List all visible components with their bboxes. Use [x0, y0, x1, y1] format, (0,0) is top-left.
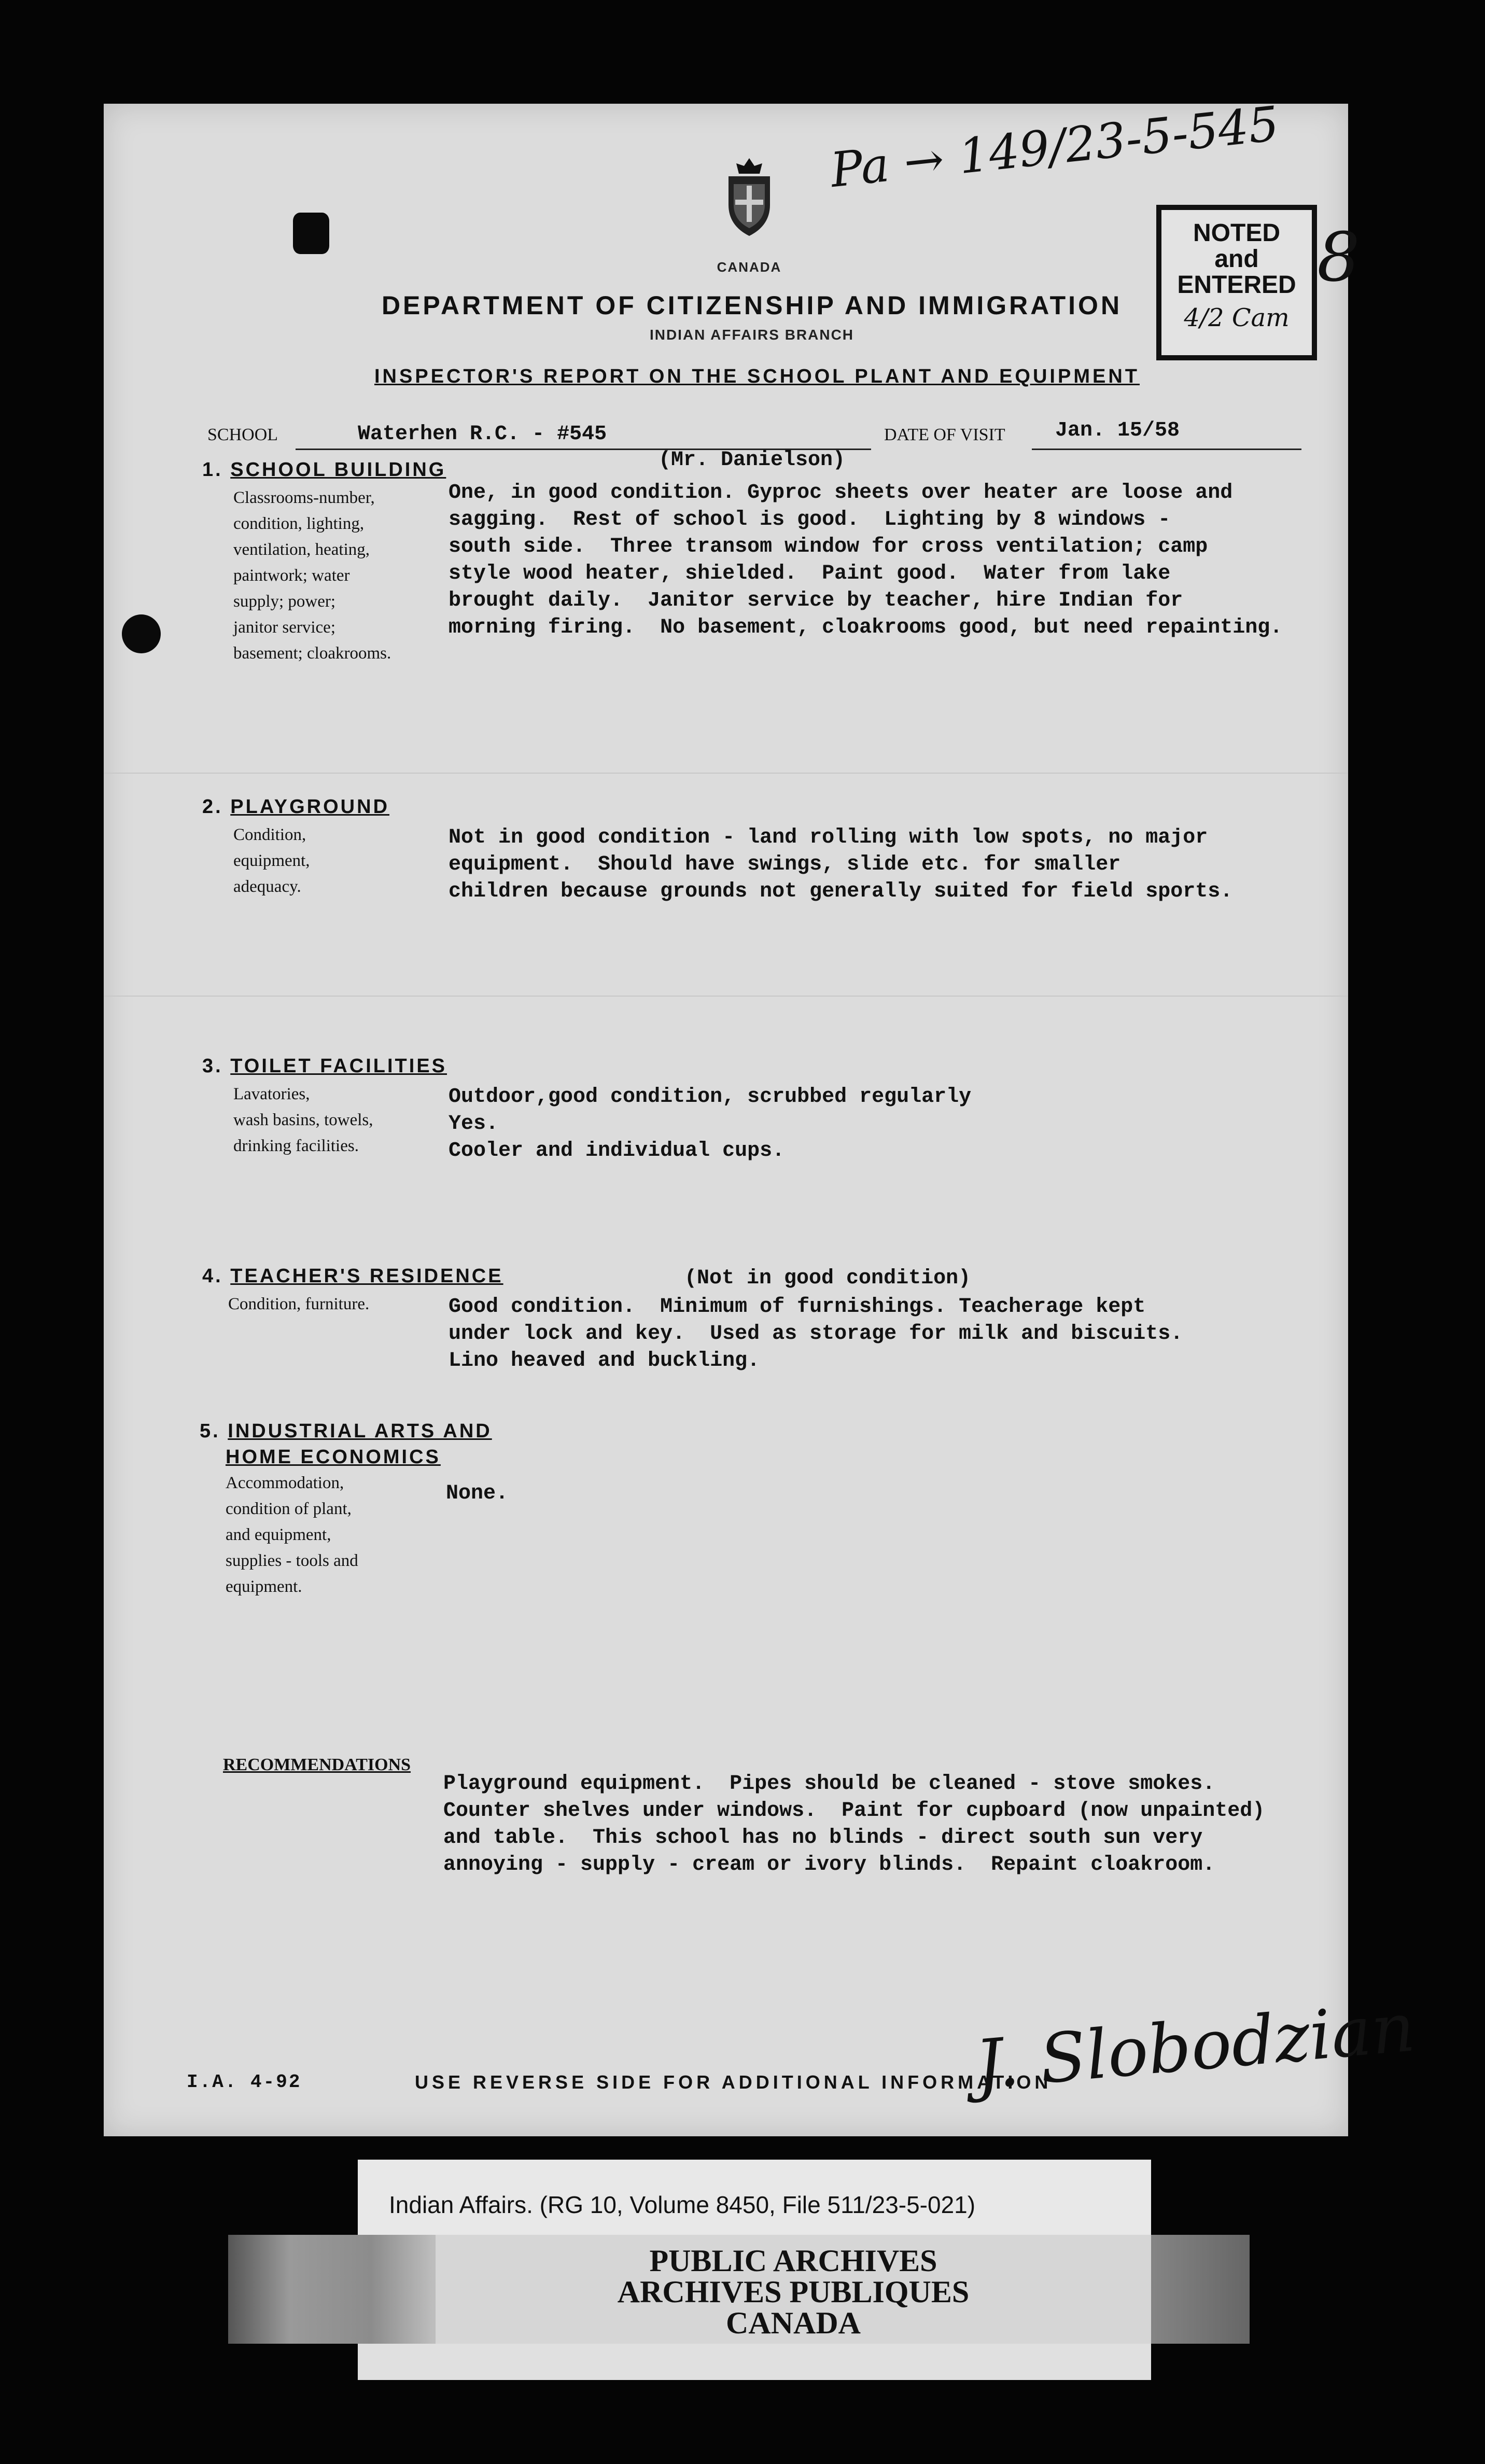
- branch-title: INDIAN AFFAIRS BRANCH: [649, 327, 854, 343]
- section-5-heading: 5. INDUSTRIAL ARTS AND HOME ECONOMICS: [200, 1420, 492, 1468]
- stamp-handwriting: 4/2 Cam: [1184, 303, 1290, 332]
- canada-crest-icon: [718, 156, 780, 239]
- section-2-sublabels: Condition, equipment, adequacy.: [233, 825, 310, 896]
- punch-hole: [293, 213, 329, 254]
- section-5-sublabels: Accommodation, condition of plant, and equipment, supplies - tools and equipment.: [226, 1474, 358, 1596]
- noted-entered-stamp: [1156, 205, 1317, 360]
- section-4-heading: 4. TEACHER'S RESIDENCE: [202, 1265, 503, 1287]
- section-3-text: Outdoor,good condition, scrubbed regularly Yes. Cooler and individual cups.: [449, 1085, 972, 1163]
- section-1-sublabels: Classrooms-number, condition, lighting, ventilation, heating, paintwork; water supply; power; janitor service; basement; cloakrooms.: [233, 488, 391, 663]
- section-4-note: (Not in good condition): [684, 1267, 971, 1290]
- fold-line: [104, 773, 1348, 774]
- section-2-heading: 2. PLAYGROUND: [202, 796, 390, 818]
- section-1-heading: 1. SCHOOL BUILDING: [202, 459, 446, 481]
- handwritten-reference: Pa → 149/23-5-545: [828, 95, 1282, 199]
- archive-bottom-strip: [358, 2344, 1151, 2380]
- archive-citation-strip: [358, 2160, 1151, 2235]
- date-value: Jan. 15/58: [1055, 419, 1180, 442]
- stamp-line: ENTERED: [1177, 271, 1296, 299]
- inspector-signature: J. Slobodzian: [972, 1987, 1418, 2105]
- date-label: DATE OF VISIT: [884, 425, 1005, 444]
- department-title: DEPARTMENT OF CITIZENSHIP AND IMMIGRATION: [381, 291, 1123, 320]
- school-label: SCHOOL: [207, 425, 278, 444]
- section-3-heading: 3. TOILET FACILITIES: [202, 1055, 447, 1077]
- reverse-side-note: USE REVERSE SIDE FOR ADDITIONAL INFORMATION: [415, 2071, 1052, 2093]
- date-field-line: [1032, 449, 1301, 450]
- archive-citation: Indian Affairs. (RG 10, Volume 8450, File 511/23-5-021): [389, 2191, 976, 2218]
- fold-line: [104, 996, 1348, 997]
- recommendations-text: Playground equipment. Pipes should be cleaned - stove smokes. Counter shelves under windows. Paint for cupboard (now unpainted) and table. This school has no blinds - direct south sun very annoying - supply - cream or ivory blinds. Repaint cloakroom.: [443, 1772, 1265, 1877]
- section-5-text: None.: [446, 1482, 509, 1505]
- section-1-text: One, in good condition. Gyproc sheets over heater are loose and sagging. Rest of school is good. Lighting by 8 windows - south side. Three transom window for cross ventilation; camp style wood heater, shielded. Paint good. Water from lake brought daily. Janitor service by teacher, hire Indian for morning firing. No basement, cloakrooms good, but need repainting.: [449, 481, 1283, 639]
- teacher-note: (Mr. Danielson): [659, 449, 846, 472]
- punch-hole: [122, 614, 161, 653]
- side-mark: 8: [1317, 218, 1360, 297]
- section-3-sublabels: Lavatories, wash basins, towels, drinking facilities.: [233, 1085, 373, 1155]
- section-4-sublabels: Condition, furniture.: [228, 1295, 370, 1313]
- section-2-text: Not in good condition - land rolling with low spots, no major equipment. Should have swings, slide etc. for smaller children because grounds not generally suited for field sports.: [449, 826, 1233, 903]
- form-code: I.A. 4-92: [187, 2071, 302, 2093]
- section-4-text: Good condition. Minimum of furnishings. Teacherage kept under lock and key. Used as storage for milk and biscuits. Lino heaved and buckling.: [449, 1295, 1183, 1373]
- country-label: CANADA: [717, 259, 782, 275]
- report-title: INSPECTOR'S REPORT ON THE SCHOOL PLANT AND EQUIPMENT: [374, 366, 1140, 387]
- recommendations-heading: RECOMMENDATIONS: [223, 1755, 411, 1774]
- stamp-line: NOTED: [1193, 219, 1280, 247]
- archive-stamp: PUBLIC ARCHIVES ARCHIVES PUBLIQUES CANADA: [617, 2244, 970, 2340]
- stamp-line: and: [1214, 245, 1259, 273]
- school-value: Waterhen R.C. - #545: [358, 423, 607, 446]
